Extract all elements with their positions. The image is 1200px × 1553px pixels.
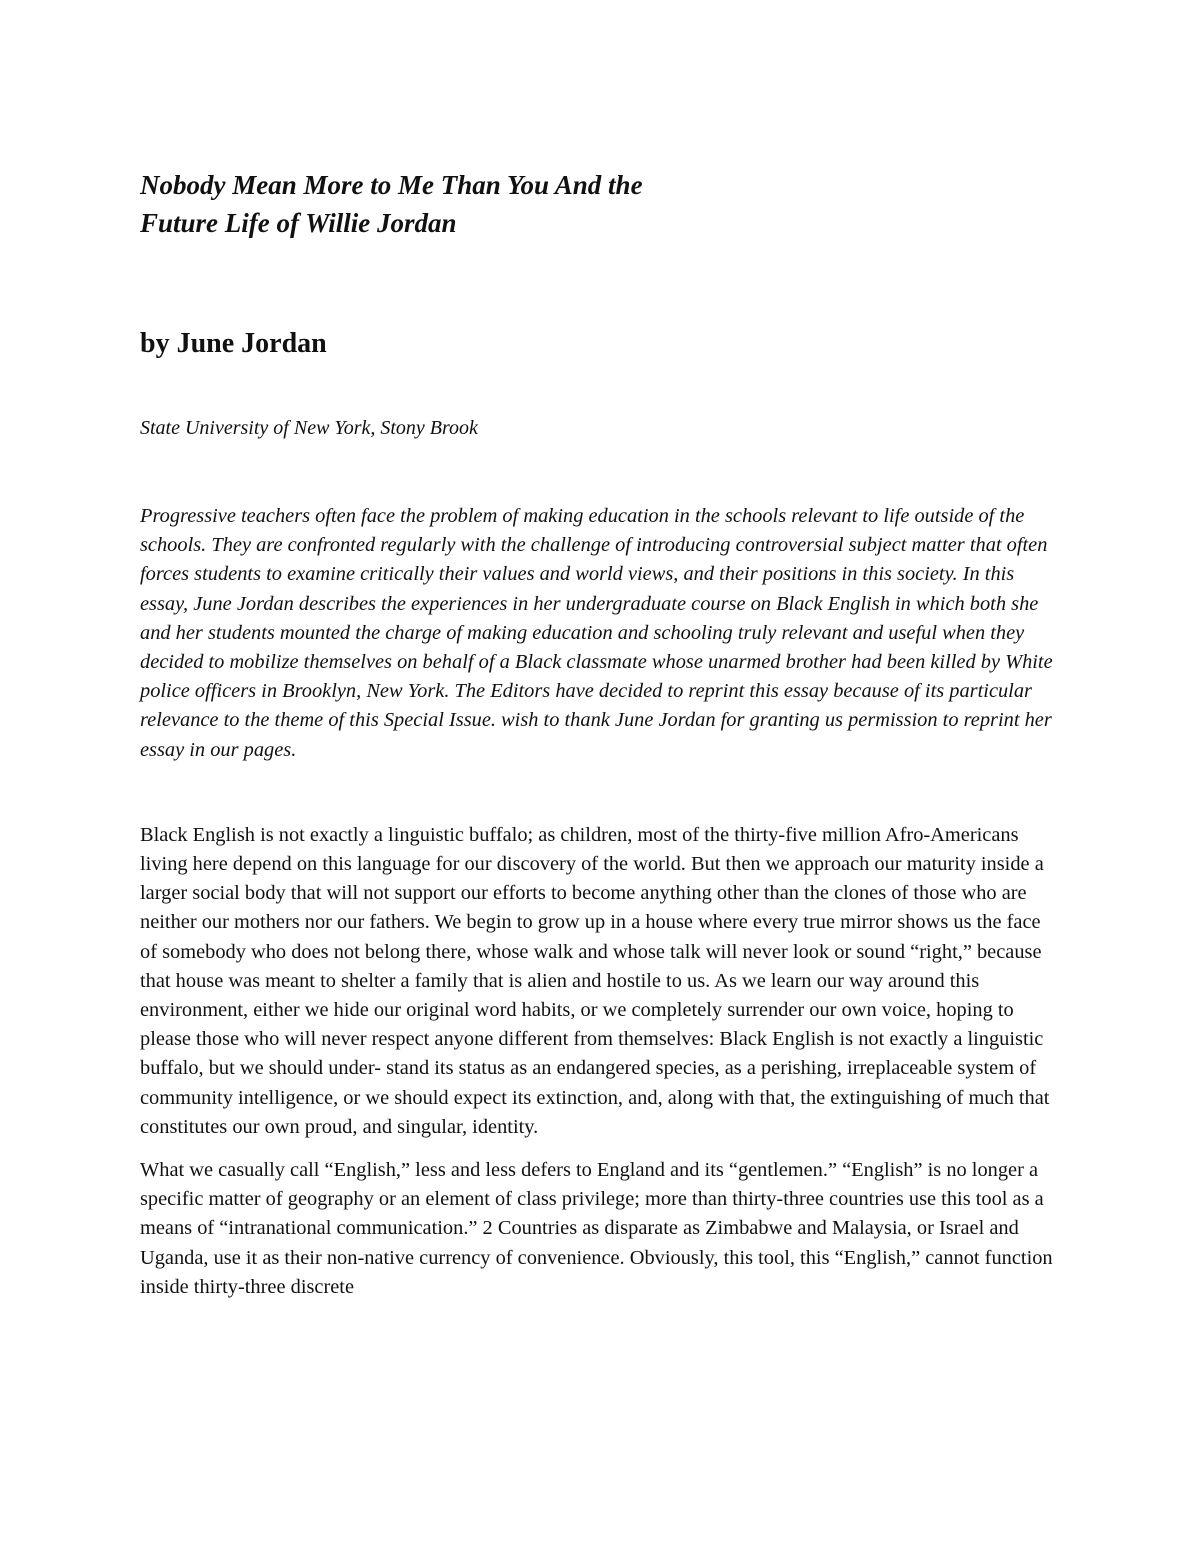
article-title-line-1: Nobody Mean More to Me Than You And the — [140, 170, 643, 200]
article-title — [140, 166, 1060, 242]
body-paragraph-2: What we casually call “English,” less and less defers to England and its “gentlemen.” “English” is no longer a specific matter of geography or an element of class privilege; more than thirty-three countries use this tool as a means of “intranational communication.” 2 Countries as disparate as Zimbabwe and Malaysia, or Israel and Uganda, use it as their non-native currency of convenience. Obviously, this tool, this “English,” cannot function inside thirty-three discrete — [140, 1159, 1053, 1298]
document-page — [140, 166, 1060, 1302]
article-title-line-2: Future Life of Willie Jordan — [140, 208, 457, 238]
body-paragraph-1: Black English is not exactly a linguistic buffalo; as children, most of the thirty-five million Afro-Americans living here depend on this language for our discovery of the world. But then we approach our maturity inside a larger social body that will not support our efforts to become anything other than the clones of those who are neither our mothers nor our fathers. We begin to grow up in a house where every true mirror shows us the face of somebody who does not belong there, whose walk and whose talk will never look or sound “right,” because that house was meant to shelter a family that is alien and hostile to us. As we learn our way around this environment, either we hide our original word habits, or we completely surrender our own voice, hoping to please those who will never respect anyone different from themselves: Black English is not exactly a linguistic buffalo, but we should under- stand its status as an endangered species, as a perishing, irreplaceable system of community intelligence, or we should expect its extinction, and, along with that, the extinguishing of much that constitutes our own proud, and singular, identity. — [140, 823, 1050, 1138]
article-author: by June Jordan — [140, 328, 327, 359]
editorial-abstract: Progressive teachers often face the problem of making education in the schools relevant to life outside of the schools. They are confronted regularly with the challenge of introducing controversial subject matter that often forces students to examine critically their values and world views, and their positions in this society. In this essay, June Jordan describes the experiences in her undergraduate course on Black English in which both she and her students mounted the charge of making education and schooling truly relevant and useful when they decided to mobilize themselves on behalf of a Black classmate whose unarmed brother had been killed by White police officers in Brooklyn, New York. The Editors have decided to reprint this essay because of its particular relevance to the theme of this Special Issue. wish to thank June Jordan for granting us permission to reprint her essay in our pages. — [140, 505, 1053, 761]
author-affiliation: State University of New York, Stony Brook — [140, 417, 478, 439]
